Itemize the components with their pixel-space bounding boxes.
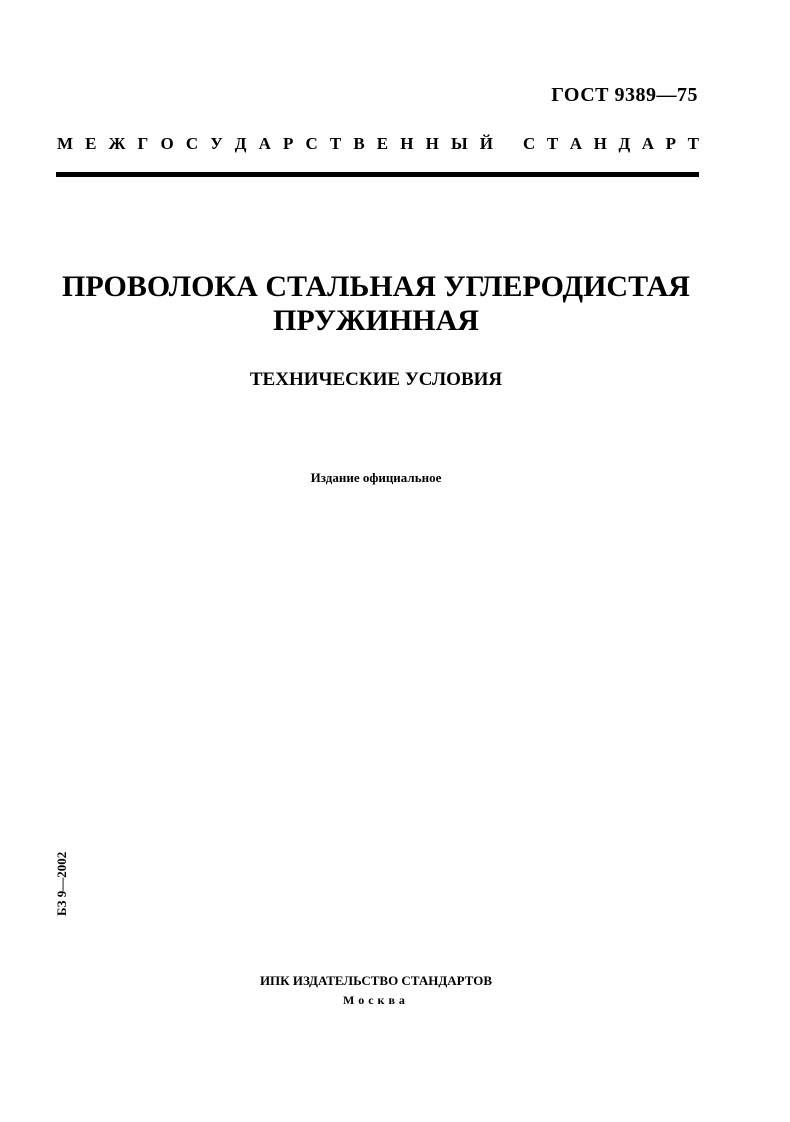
- banner-letter: Н: [400, 134, 414, 153]
- banner-letter: О: [160, 134, 174, 153]
- document-title: [0, 270, 752, 338]
- banner-letter: С: [523, 134, 536, 153]
- banner-letter: Н: [593, 134, 607, 153]
- banner-letter: А: [569, 134, 583, 153]
- banner-word-standard: [523, 134, 699, 154]
- banner-letter: С: [305, 134, 318, 153]
- banner-letter: В: [353, 134, 365, 153]
- banner-letter: А: [641, 134, 655, 153]
- banner-letter: Е: [85, 134, 97, 153]
- banner-letter: Е: [376, 134, 389, 153]
- banner-letter: Н: [425, 134, 439, 153]
- standard-number: ГОСТ 9389—75: [551, 84, 698, 106]
- banner-letter: Д: [618, 134, 631, 153]
- edition-note: Издание официальное: [310, 470, 442, 485]
- title-line-1: ПРОВОЛОКА СТАЛЬНАЯ УГЛЕРОДИСТАЯ: [62, 270, 690, 303]
- banner-letter: Т: [546, 134, 559, 153]
- banner-letter: Д: [234, 134, 247, 153]
- publisher-city: Москва: [343, 993, 409, 1007]
- header-rule: [56, 172, 699, 177]
- document-subtitle: ТЕХНИЧЕСКИЕ УСЛОВИЯ: [249, 369, 503, 390]
- banner-letter: У: [210, 134, 223, 153]
- banner-letter: Р: [665, 134, 676, 153]
- banner-letter: Т: [687, 134, 699, 153]
- banner-letter: Й: [479, 134, 493, 153]
- banner-letter: Ы: [450, 134, 468, 153]
- title-line-2: ПРУЖИННАЯ: [273, 304, 479, 337]
- banner-letter: Т: [329, 134, 342, 153]
- banner-letter: Р: [283, 134, 294, 153]
- publisher-name: ИПК ИЗДАТЕЛЬСТВО СТАНДАРТОВ: [259, 973, 493, 988]
- banner-word-interstate: [57, 134, 493, 154]
- banner-letter: Ж: [108, 134, 126, 153]
- banner-letter: С: [185, 134, 199, 153]
- side-code: БЗ 9—2002: [54, 851, 69, 916]
- banner-letter: А: [258, 134, 271, 153]
- banner-letter: М: [57, 134, 74, 153]
- banner-letter: Г: [137, 134, 149, 153]
- interstate-standard-banner: [57, 134, 699, 154]
